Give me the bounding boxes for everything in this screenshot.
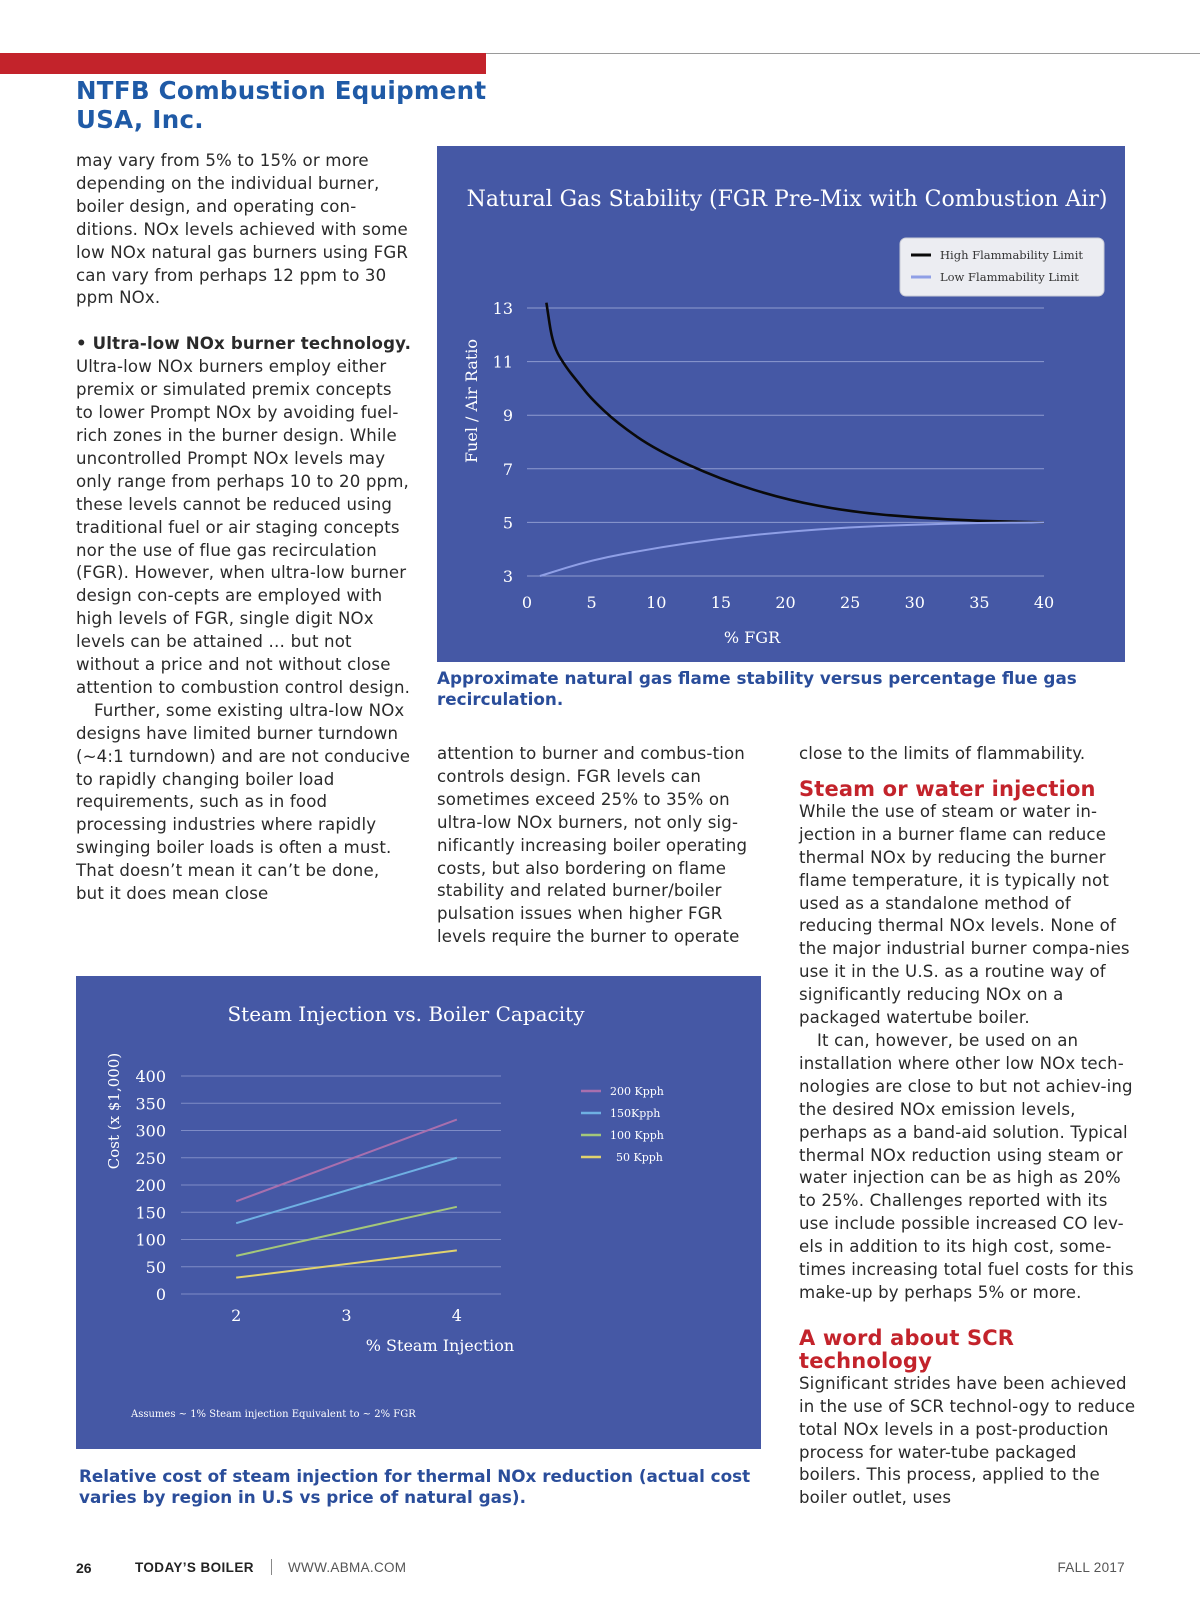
legend-label: Low Flammability Limit: [940, 270, 1079, 284]
paragraph: attention to burner and combus-tion controls design. FGR levels can sometimes exceed 25% to 35% on ultra-low NOx burners, not only sig-nificantly increasing boiler operating costs, but also bordering on flame stability and related burner/boiler pulsation issues when higher FGR levels require the burner to operate: [437, 744, 748, 947]
x-tick-label: 20: [775, 593, 796, 612]
x-tick-label: 15: [710, 593, 732, 612]
paragraph: Further, some existing ultra-low NOx designs have limited burner turndown (~4:1 turndown) and are not conducive to rapidly changing boiler load requirements, such as in food processing industries where rapidly swinging boiler loads is often a must. That doesn’t mean it can’t be done, but it does mean close: [76, 700, 411, 904]
x-tick-label: 4: [451, 1306, 462, 1325]
legend-label: 200 Kpph: [610, 1085, 664, 1098]
series-line-50kpph: [236, 1250, 457, 1277]
y-tick-label: 400: [135, 1067, 166, 1086]
y-tick-label: 200: [135, 1176, 166, 1195]
series-line-high-flammability: [546, 303, 1044, 523]
x-axis-label: % Steam Injection: [365, 1336, 515, 1355]
y-tick-label: 0: [155, 1285, 166, 1304]
y-tick-label: 3: [502, 567, 513, 586]
x-tick-label: 30: [904, 593, 925, 612]
chart-title: Steam Injection vs. Boiler Capacity: [227, 1002, 585, 1026]
section-heading-scr: A word about SCR technology: [799, 1325, 1015, 1373]
x-tick-label: 0: [521, 593, 533, 612]
x-tick-label: 35: [969, 593, 990, 612]
x-tick-label: 10: [646, 593, 667, 612]
issue-date: FALL 2017: [1057, 1560, 1125, 1575]
text-column-2: [437, 743, 771, 949]
fgr-stability-chart-svg: [437, 146, 1125, 662]
fgr-stability-chart: [437, 146, 1125, 662]
x-tick-label: 40: [1033, 593, 1055, 612]
y-tick-label: 13: [492, 299, 513, 318]
steam-injection-chart-svg: [76, 976, 761, 1449]
x-tick-label: 25: [839, 593, 861, 612]
text-column-3: [799, 743, 1139, 1510]
magazine-name: TODAY’S BOILER: [135, 1560, 254, 1575]
chart1-caption: Approximate natural gas flame stability versus percentage flue gas recirculation.: [437, 668, 1077, 709]
x-tick-label: 3: [341, 1306, 352, 1325]
footer-separator: [271, 1559, 272, 1575]
y-tick-label: 100: [135, 1230, 166, 1250]
x-axis-label: % FGR: [723, 628, 781, 647]
y-tick-label: 11: [492, 352, 513, 372]
paragraph: may vary from 5% to 15% or more depending on the individual burner, boiler design, and operating con-ditions. NOx levels achieved with some low NOx natural gas burners using FGR can vary from perhaps 12 ppm to 30 ppm NOx.: [76, 151, 409, 308]
chart-title: Natural Gas Stability (FGR Pre-Mix with Combustion Air): [466, 187, 1108, 212]
page-footer: [0, 1560, 1200, 1580]
paragraph: close to the limits of flammability.: [799, 744, 1086, 763]
bullet-heading: • Ultra-low NOx burner technology.: [76, 334, 412, 354]
legend-label: 150Kpph: [610, 1107, 661, 1120]
y-tick-label: 350: [135, 1094, 166, 1114]
text-column-1: [76, 150, 412, 906]
chart2-caption: Relative cost of steam injection for thermal NOx reduction (actual cost varies by region in U.S vs price of natural gas).: [79, 1466, 751, 1507]
section-heading-steam: Steam or water injection: [799, 776, 1096, 801]
y-tick-label: 5: [502, 513, 513, 533]
y-tick-label: 300: [135, 1121, 166, 1141]
y-tick-label: 250: [135, 1148, 166, 1168]
x-tick-label: 5: [586, 593, 597, 612]
paragraph: While the use of steam or water in-jection in a burner flame can reduce thermal NOx by reducing the burner flame temperature, it is typically not used as a standalone method of reducing thermal NOx levels. None of the major industrial burner compa-nies use it in the U.S. as a routine way of significantly reducing NOx on a packaged watertube boiler.: [799, 801, 1130, 1028]
y-tick-label: 150: [135, 1203, 166, 1223]
series-line-200kpph: [236, 1120, 457, 1202]
x-tick-label: 2: [231, 1306, 242, 1325]
legend-label: 50 Kpph: [616, 1151, 663, 1164]
chart-note: Assumes ~ 1% Steam injection Equivalent to ~ 2% FGR: [131, 1409, 416, 1420]
paragraph: It can, however, be used on an installation where other low NOx tech-nologies are close to but not achiev-ing the desired NOx emission levels, perhaps as a band-aid solution. Typical thermal NOx reduction using steam or water injection can be as high as 20% to 25%. Challenges reported with its use include possible increased CO lev-els in addition to its high cost, some-times increasing total fuel costs for this make-up by perhaps 5% or more.: [799, 1030, 1134, 1302]
paragraph: Ultra-low NOx burners employ either premix or simulated premix concepts to lower Prompt NOx by avoiding fuel-rich zones in the burner design. While uncontrolled Prompt NOx levels may only range from perhaps 10 to 20 ppm, these levels cannot be reduced using traditional fuel or air staging concepts nor the use of flue gas recirculation (FGR). However, when ultra-low burner design con-cepts are employed with high levels of FGR, single digit NOx levels can be attained … but not without a price and not without close attention to combustion control design.: [76, 357, 411, 697]
company-heading: NTFB Combustion Equipment USA, Inc.: [76, 76, 487, 134]
website: WWW.ABMA.COM: [288, 1560, 407, 1575]
legend-label: 100 Kpph: [610, 1129, 664, 1142]
paragraph: Significant strides have been achieved in the use of SCR technol-ogy to reduce total NOx levels in a post-production process for water-tube packaged boilers. This process, applied to the boiler outlet, uses: [799, 1373, 1136, 1508]
header-accent-bar: [0, 53, 486, 74]
series-line-low-flammability: [540, 522, 1044, 576]
y-axis-label: Cost (x $1,000): [105, 1052, 123, 1170]
chart-legend: [581, 1085, 664, 1164]
steam-injection-chart: [76, 976, 761, 1449]
y-tick-label: 7: [502, 459, 513, 479]
y-axis-label: Fuel / Air Ratio: [462, 338, 481, 464]
y-tick-label: 9: [502, 406, 513, 426]
legend-label: High Flammability Limit: [940, 248, 1083, 262]
chart-legend: [900, 238, 1104, 296]
page-number: 26: [76, 1560, 92, 1576]
y-tick-label: 50: [145, 1257, 166, 1277]
